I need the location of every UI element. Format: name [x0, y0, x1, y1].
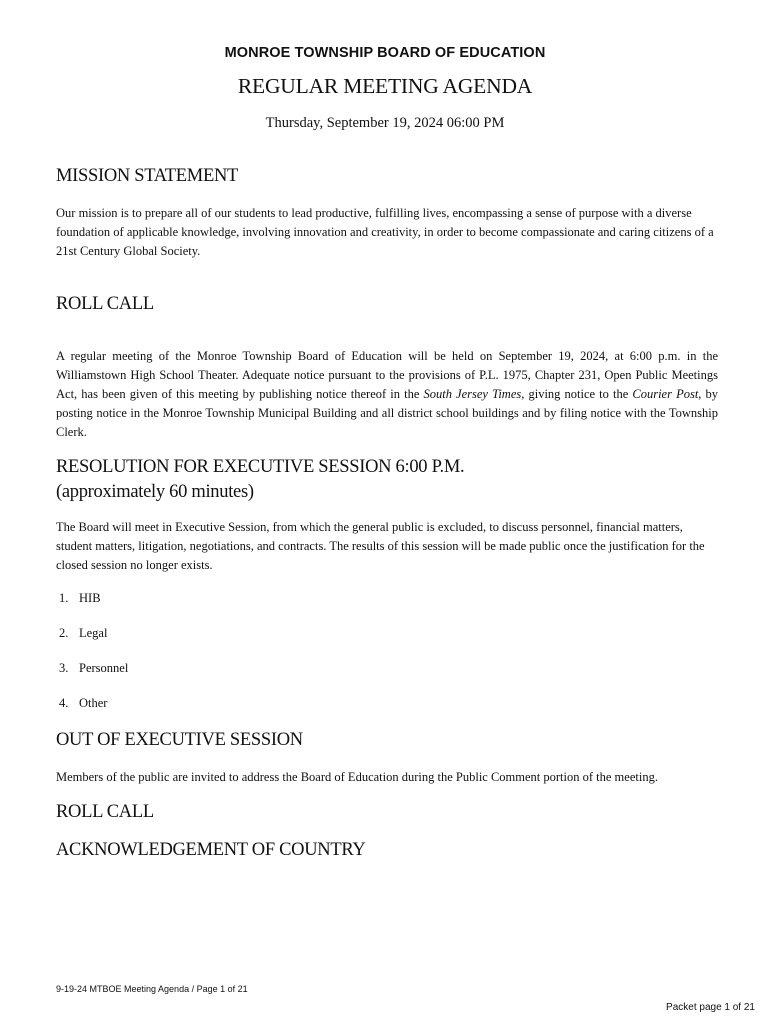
list-item-number: 2.	[59, 626, 69, 640]
footer-page-label: 9-19-24 MTBOE Meeting Agenda / Page 1 of 21	[56, 984, 248, 994]
newspaper-courier-post: Courier Post	[632, 387, 699, 401]
list-item	[59, 696, 107, 711]
list-item-label: Other	[79, 696, 108, 710]
meeting-date: Thursday, September 19, 2024 06:00 PM	[265, 115, 505, 131]
list-item-number: 1.	[59, 591, 69, 605]
roll-call-heading: ROLL CALL	[56, 294, 154, 314]
roll-call-text	[56, 347, 718, 442]
out-of-session-heading: OUT OF EXECUTIVE SESSION	[56, 730, 303, 750]
list-item-number: 3.	[59, 661, 69, 675]
list-item-number: 4.	[59, 696, 69, 710]
roll-call-text-part3: , by posting notice in the Monroe Township Municipal Building and all district school buildings and by filing notice with the Township Clerk.	[56, 387, 719, 439]
executive-session-heading	[56, 455, 464, 505]
organization-name: MONROE TOWNSHIP BOARD OF EDUCATION	[224, 45, 546, 61]
executive-session-heading-line2: (approximately 60 minutes)	[56, 482, 254, 502]
list-item-label: Legal	[79, 626, 108, 640]
list-item	[59, 626, 107, 641]
roll-call-text-part1: A regular meeting of the Monroe Township Board of Education will be held on September 19, 2024, at 6:00 p.m. in the Williamstown High School Theater. Adequate notice pursuant to the provisions of P.L. 1975, Chapter 231, Open Public Meetings Act, has been given of this meeting by publishing notice thereof in the	[56, 349, 718, 401]
executive-session-heading-line1: RESOLUTION FOR EXECUTIVE SESSION 6:00 P.M.	[56, 457, 465, 477]
list-item	[59, 591, 101, 606]
list-item-label: Personnel	[79, 661, 129, 675]
roll-call-2-heading: ROLL CALL	[56, 802, 154, 822]
list-item	[59, 661, 128, 676]
mission-heading: MISSION STATEMENT	[56, 166, 239, 186]
roll-call-text-part2: , giving notice to the	[521, 387, 633, 401]
acknowledgement-heading: ACKNOWLEDGEMENT OF COUNTRY	[56, 840, 366, 860]
page-title: REGULAR MEETING AGENDA	[237, 74, 533, 98]
list-item-label: HIB	[79, 591, 101, 605]
executive-session-text: The Board will meet in Executive Session, from which the general public is excluded, to discuss personnel, financial matters, student matters, litigation, negotiations, and contracts. The results of this session will be made public once the justification for the closed session no longer exists.	[56, 520, 705, 572]
mission-text: Our mission is to prepare all of our students to lead productive, fulfilling lives, encompassing a sense of purpose with a diverse foundation of applicable knowledge, involving innovation and creativity, in order to become compassionate and caring citizens of a 21st Century Global Society.	[56, 206, 714, 258]
footer-packet-page: Packet page 1 of 21	[666, 1002, 755, 1013]
newspaper-south-jersey-times: South Jersey Times	[423, 387, 522, 401]
out-of-session-text: Members of the public are invited to address the Board of Education during the Public Comment portion of the meeting.	[56, 770, 658, 784]
